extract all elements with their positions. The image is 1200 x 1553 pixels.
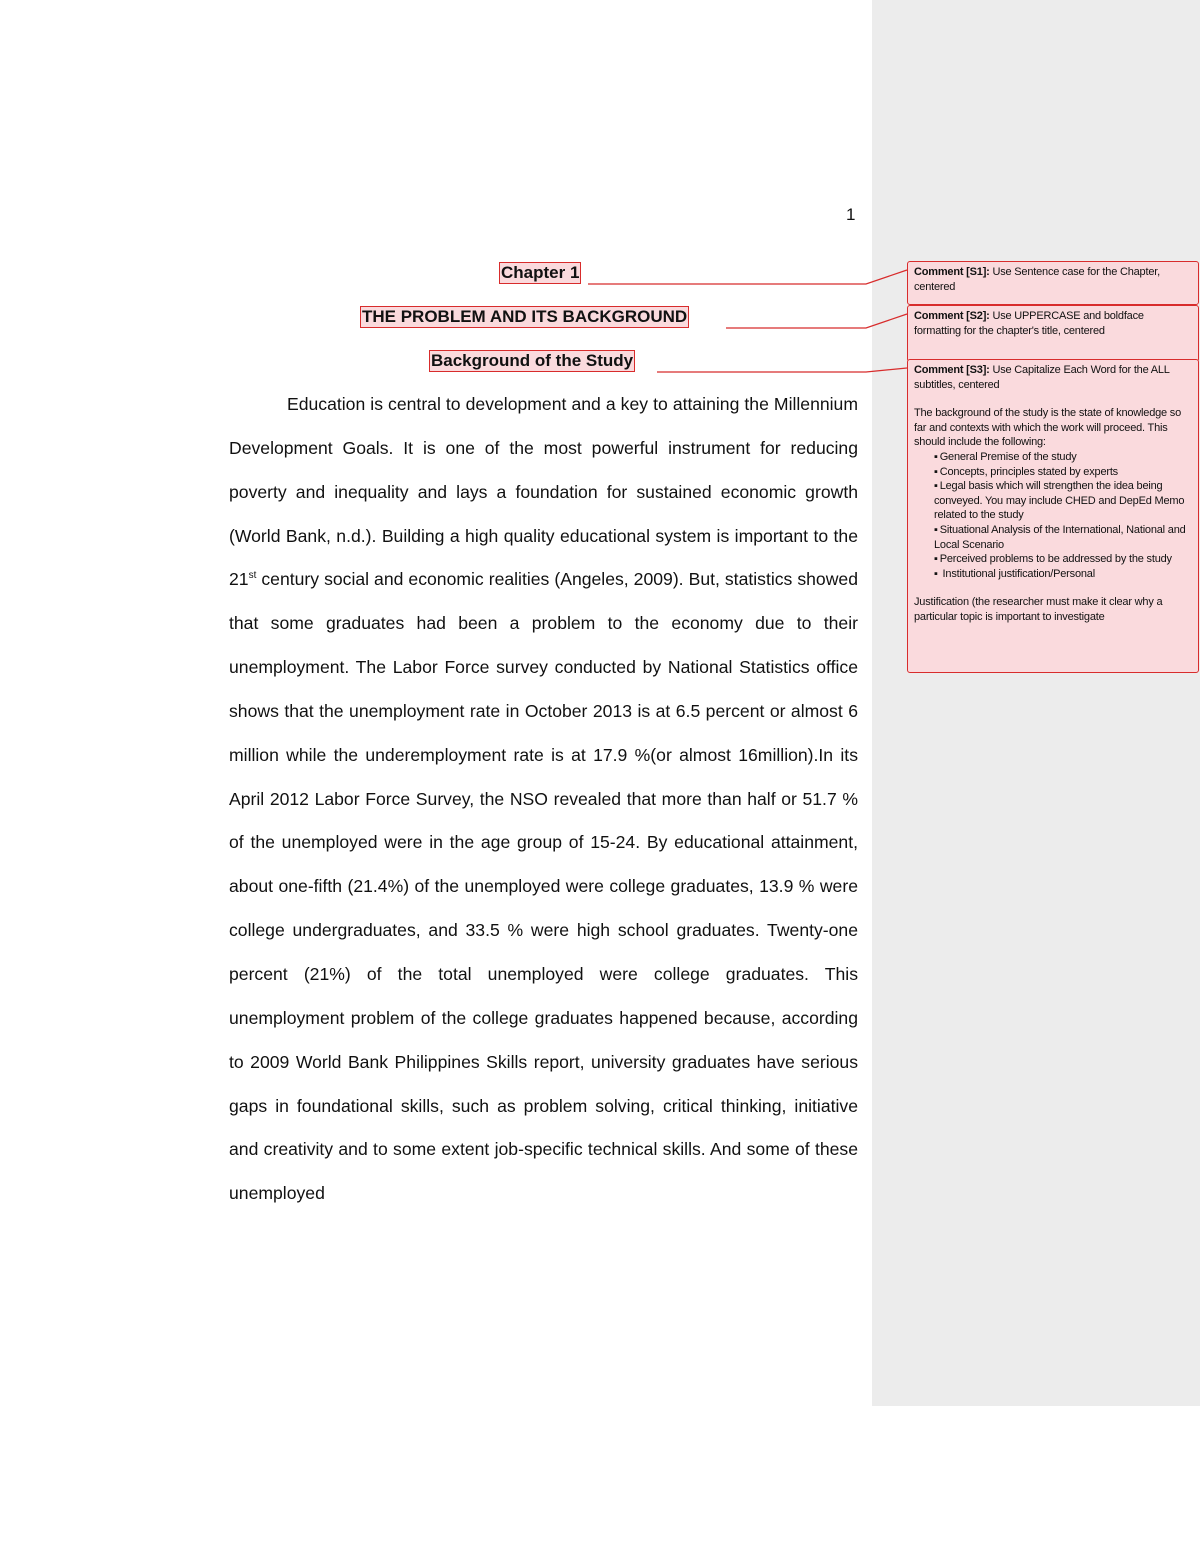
list-item: ▪ Concepts, principles stated by experts bbox=[934, 465, 1193, 480]
comment-text: Use Capitalize Each Word for the ALL subtitles, centered bbox=[914, 364, 1170, 391]
page-number: 1 bbox=[846, 205, 856, 224]
chapter-heading[interactable]: Chapter 1 bbox=[501, 263, 580, 282]
list-item: ▪ Situational Analysis of the International, National and Local Scenario bbox=[934, 523, 1193, 552]
list-item: ▪ Legal basis which will strengthen the idea being conveyed. You may include CHED and DepEd Memo related to the study bbox=[934, 479, 1193, 523]
comment-list bbox=[914, 450, 1193, 581]
comment-label: Comment [S3]: bbox=[914, 364, 990, 376]
body-text-part1: Education is central to development and a key to attaining the Millennium Development Goals. It is one of the most powerful instrument for reducing poverty and inequality and lays a foundation for sustained economic growth (World Bank, n.d.). Building a high quality educational system is important to the 21 bbox=[229, 394, 858, 590]
comment-margin-pane bbox=[872, 0, 1200, 1406]
list-item: ▪ General Premise of the study bbox=[934, 450, 1193, 465]
list-item: ▪ Institutional justification/Personal bbox=[934, 567, 1193, 582]
comment-label: Comment [S2]: bbox=[914, 310, 990, 322]
section-subtitle[interactable]: Background of the Study bbox=[431, 351, 634, 370]
comment-text: Use UPPERCASE and boldface formatting for the chapter's title, centered bbox=[914, 310, 1144, 337]
comment-connector-s3 bbox=[657, 368, 907, 372]
list-item: ▪ Perceived problems to be addressed by the study bbox=[934, 552, 1193, 567]
comment-s1[interactable] bbox=[907, 261, 1199, 305]
comment-intro: The background of the study is the state of knowledge so far and contexts with which the work will proceed. This should include the following: bbox=[914, 407, 1182, 449]
comment-text: Use Sentence case for the Chapter, centered bbox=[914, 266, 1160, 293]
body-text-part2: century social and economic realities (Angeles, 2009). But, statistics showed that some graduates had been a problem to the economy due to their unemployment. The Labor Force survey conducted by National Statistics office shows that the unemployment rate in October 2013 is at 6.5 percent or almost 6 million while the underemployment rate is at 17.9 %(or almost 16million).In its April 2012 Labor Force Survey, the NSO revealed that more than half or 51.7 % of the unemployed were in the age group of 15-24. By educational attainment, about one-fifth (21.4%) of the unemployed were college graduates, 13.9 % were college undergraduates, and 33.5 % were high school graduates. Twenty-one percent (21%) of the total unemployed were college graduates. This unemployment problem of the college graduates happened because, according to 2009 World Bank Philippines Skills report, university graduates have serious gaps in foundational skills, such as problem solving, critical thinking, initiative and creativity and to some extent job-specific technical skills. And some of these unemployed bbox=[229, 569, 858, 1204]
superscript-st: st bbox=[248, 570, 257, 582]
comment-connector-s1 bbox=[588, 270, 907, 284]
chapter-title[interactable]: THE PROBLEM AND ITS BACKGROUND bbox=[362, 307, 688, 326]
comment-s2[interactable] bbox=[907, 305, 1199, 362]
comment-closing: Justification (the researcher must make it clear why a particular topic is important to investigate bbox=[914, 596, 1163, 623]
comment-s3[interactable] bbox=[907, 359, 1199, 673]
body-paragraph bbox=[229, 383, 858, 1216]
comment-label: Comment [S1]: bbox=[914, 266, 990, 278]
